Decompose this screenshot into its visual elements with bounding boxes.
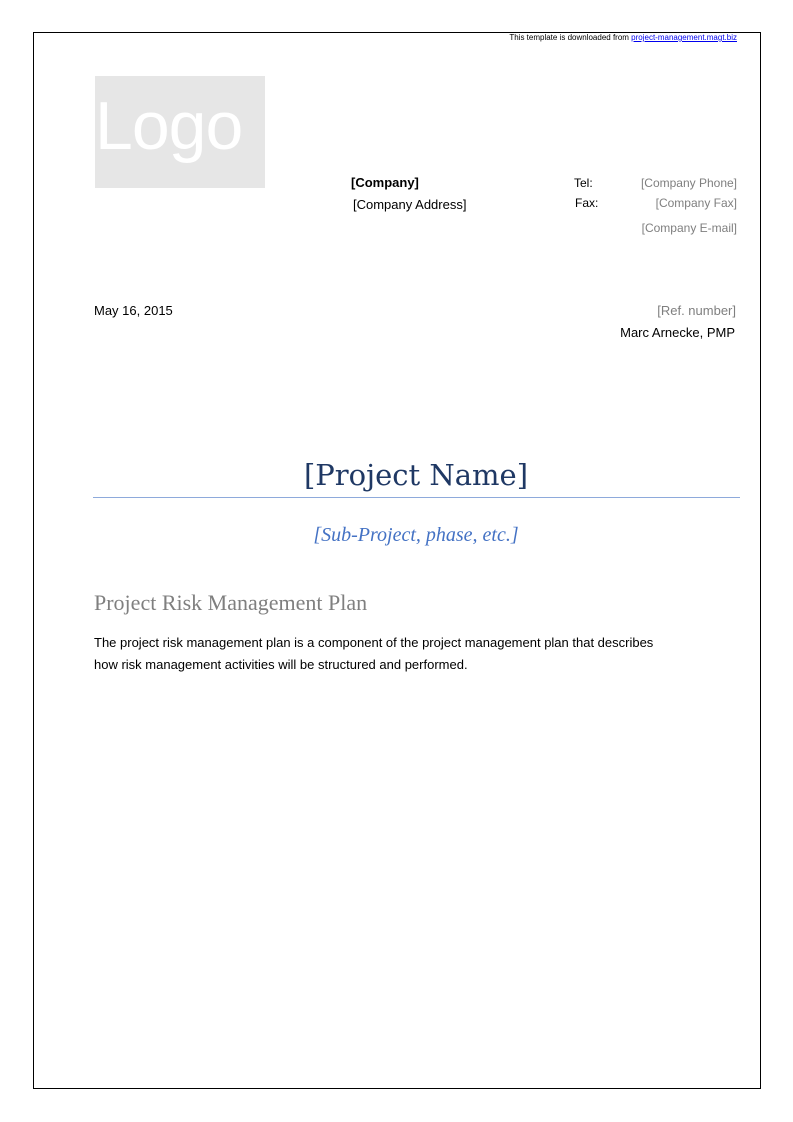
company-fax: [Company Fax] [655,196,737,210]
download-source-link[interactable]: project-management.magt.biz [631,33,737,42]
project-name-title: [Project Name] [303,458,529,492]
fax-label: Fax: [575,196,599,210]
company-address: [Company Address] [353,197,467,212]
tel-label: Tel: [574,176,593,190]
company-phone: [Company Phone] [640,176,737,190]
reference-number: [Ref. number] [657,303,736,318]
section-heading: Project Risk Management Plan [94,590,368,615]
company-name: [Company] [351,175,419,190]
download-notice-text: This template is downloaded from [509,33,632,42]
body-line: The project risk management plan is a component of the project management plan that describes [94,635,654,650]
body-line: how risk management activities will be structured and performed. [94,657,468,672]
author-name: Marc Arnecke, PMP [620,325,735,340]
section-body [94,632,744,676]
download-notice [509,33,737,42]
company-email: [Company E-mail] [641,221,737,235]
logo-text: Logo [95,88,243,164]
logo-placeholder [95,76,265,188]
document-date: May 16, 2015 [94,303,173,318]
page-border [33,32,761,1089]
title-divider [93,497,740,498]
sub-project-subtitle: [Sub-Project, phase, etc.] [313,524,519,546]
